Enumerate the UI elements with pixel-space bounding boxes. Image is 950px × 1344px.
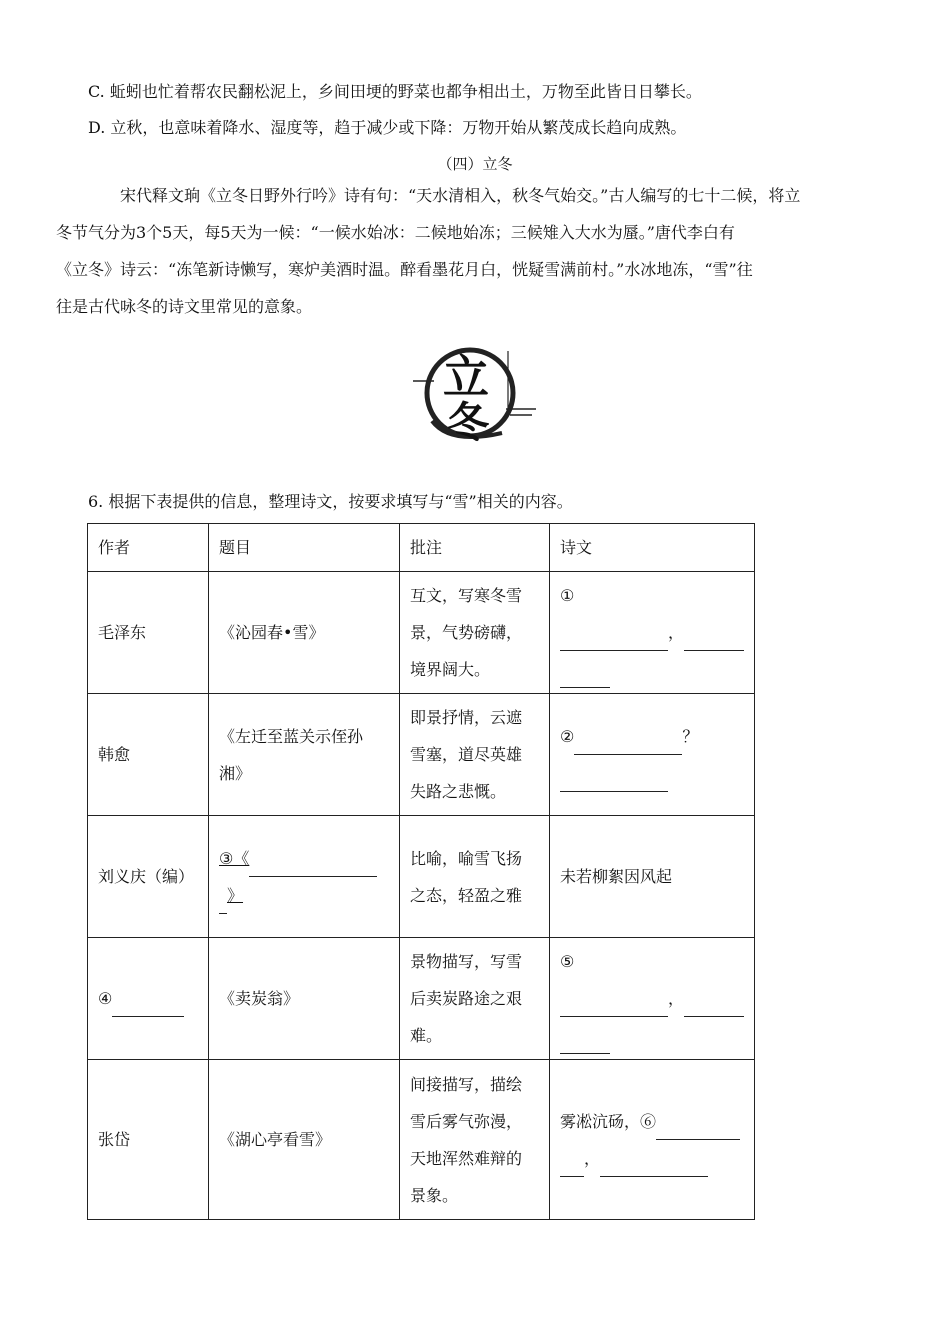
answer-blank[interactable] (560, 1035, 610, 1054)
cell-title: ③《 》 (209, 816, 400, 938)
answer-blank[interactable] (560, 1158, 584, 1177)
answer-blank[interactable] (560, 669, 610, 688)
header-title: 题目 (209, 524, 400, 572)
answer-blank[interactable] (600, 1158, 708, 1177)
logo-char-li: 立 (443, 350, 489, 404)
answer-blank[interactable] (684, 632, 744, 651)
question-6: 6. 根据下表提供的信息，整理诗文，按要求填写与“雪”相关的内容。 (88, 492, 573, 511)
section-title: （四）立冬 (437, 155, 513, 173)
cell-note: 即景抒情，云遮 雪塞，道尽英雄 失路之悲慨。 (400, 694, 550, 816)
cell-note: 比喻，喻雪飞扬 之态，轻盈之雅 (400, 816, 550, 938)
cell-title: 《沁园春•雪》 (209, 572, 400, 694)
answer-blank[interactable] (112, 998, 184, 1017)
cell-author: 张岱 (88, 1060, 209, 1220)
answer-blank[interactable] (684, 998, 744, 1017)
cell-poem: 雾凇沆砀，⑥ ， (550, 1060, 755, 1220)
cell-title: 《湖心亭看雪》 (209, 1060, 400, 1220)
cell-poem: ① ， (550, 572, 755, 694)
paragraph-line: 《立冬》诗云：“冻笔新诗懒写，寒炉美酒时温。醉看墨花月白，恍疑雪满前村。”水冰地冻，“雪”往 (56, 260, 753, 279)
cell-poem: ⑤ ， (550, 938, 755, 1060)
paragraph-line: 往是古代咏冬的诗文里常见的意象。 (56, 297, 313, 316)
header-poem: 诗文 (550, 524, 755, 572)
logo-char-dong: 冬 (446, 398, 490, 447)
header-note: 批注 (400, 524, 550, 572)
answer-blank[interactable] (560, 998, 668, 1017)
cell-author: 毛泽东 (88, 572, 209, 694)
cell-title: 《左迁至蓝关示侄孙 湘》 (209, 694, 400, 816)
table-row (88, 938, 755, 1060)
answer-blank[interactable] (574, 736, 682, 755)
answer-blank[interactable] (560, 632, 668, 651)
intro-paragraph (56, 177, 863, 325)
cell-note: 互文，写寒冬雪 景，气势磅礴， 境界阔大。 (400, 572, 550, 694)
cell-author: ④ (88, 938, 209, 1060)
answer-blank[interactable] (249, 858, 377, 877)
table-row (88, 816, 755, 938)
option-c: C. 蚯蚓也忙着帮农民翻松泥上，乡间田埂的野菜也都争相出土，万物至此皆日日攀长。 (88, 82, 702, 101)
cell-poem: ② ？ (550, 694, 755, 816)
table-row (88, 572, 755, 694)
cell-author: 韩愈 (88, 694, 209, 816)
header-author: 作者 (88, 524, 209, 572)
poetry-table (87, 523, 755, 1220)
answer-blank[interactable] (560, 773, 668, 792)
paragraph-line: 冬节气分为3个5天，每5天为一候：“一候水始冰：二候地始冻；三候雉入大水为蜃。”唐代李白有 (56, 223, 735, 242)
table-header-row (88, 524, 755, 572)
answer-blank[interactable] (219, 895, 227, 914)
table-row (88, 694, 755, 816)
answer-blank[interactable] (656, 1121, 740, 1140)
option-d: D. 立秋，也意味着降水、湿度等，趋于减少或下降：万物开始从繁茂成长趋向成熟。 (88, 118, 687, 137)
cell-poem: 未若柳絮因风起 (550, 816, 755, 938)
table-row (88, 1060, 755, 1220)
lidong-seal-logo (410, 333, 540, 453)
cell-note: 间接描写，描绘 雪后雾气弥漫， 天地浑然难辩的 景象。 (400, 1060, 550, 1220)
cell-title: 《卖炭翁》 (209, 938, 400, 1060)
cell-note: 景物描写，写雪 后卖炭路途之艰 难。 (400, 938, 550, 1060)
cell-author: 刘义庆（编） (88, 816, 209, 938)
paragraph-line: 宋代释文珦《立冬日野外行吟》诗有句：“天水清相入，秋冬气始交。”古人编写的七十二候，将立 (120, 186, 801, 205)
